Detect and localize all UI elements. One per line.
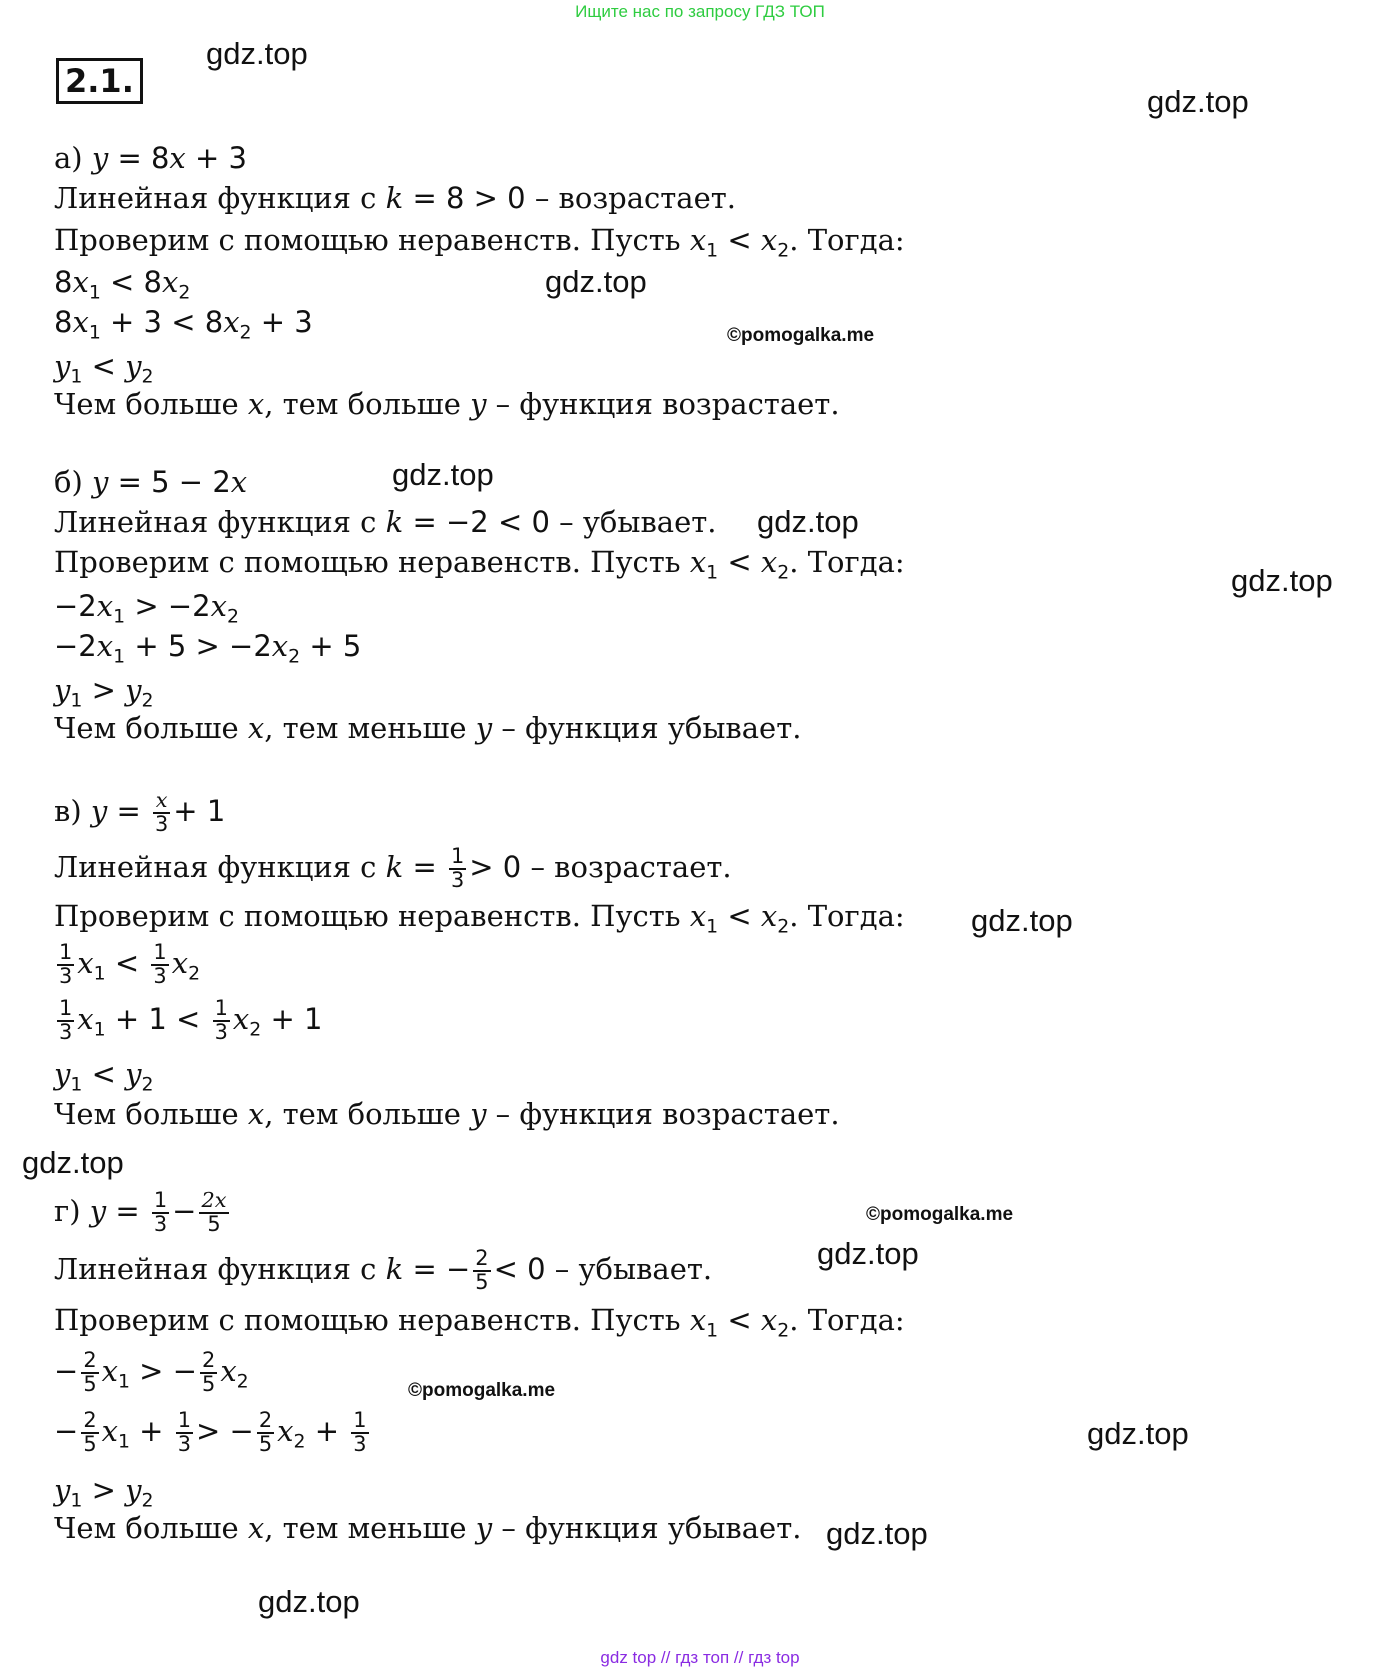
bottom-banner[interactable]: gdz top // гдз топ // гдз top [600,1648,800,1667]
part-g-heading: г) y = $\frac{1}{3}$ − $\frac{2x}{5}$ [54,1188,227,1236]
part-label: б) [54,465,83,499]
watermark-gdz: gdz.top [545,264,647,299]
part-v-check: Проверим с помощью неравенств. Пусть $x_1 < x_2$. Тогда: [54,899,905,938]
part-v-conclusion: Чем больше x, тем больше y – функция возрастает. [54,1097,840,1131]
watermark-gdz: gdz.top [1087,1416,1189,1451]
part-v-step2: $\frac{1}{3}$ $x_1 + 1$ < $\frac{1}{3}$ $x_2 + 1$ [59,996,323,1044]
part-g-check: Проверим с помощью неравенств. Пусть $x_1 < x_2$. Тогда: [54,1303,905,1342]
part-a-conclusion: Чем больше x, тем больше y – функция возрастает. [54,387,840,421]
watermark-gdz: gdz.top [22,1145,124,1180]
watermark-gdz: gdz.top [206,36,308,71]
watermark-pomogalka: ©pomogalka.me [408,1380,556,1401]
part-v-heading: в) y = $\frac{x}{3}$ + 1 [54,788,226,836]
part-label: а) [54,141,83,175]
watermark-gdz: gdz.top [392,457,494,492]
watermark-gdz: gdz.top [971,903,1073,938]
part-a-heading [54,138,247,178]
part-v-slope: Линейная функция с k = $\frac{1}{3}$ > 0 – возрастает. [54,844,732,892]
part-b-step3: $y_1 > y_2$ [54,673,154,712]
part-b-conclusion: Чем больше x, тем меньше y – функция убывает. [54,711,802,745]
part-g-step1: − $\frac{2}{5}$ $x_1$ > − $\frac{2}{5}$ $x_2$ [54,1348,249,1396]
watermark-pomogalka: ©pomogalka.me [866,1204,1014,1225]
part-label: г) [54,1193,81,1228]
part-v-step3: $y_1 < y_2$ [54,1057,154,1096]
watermark-pomogalka: ©pomogalka.me [727,325,875,346]
part-a-step3: $y_1 < y_2$ [54,349,154,388]
part-g-step3: $y_1 > y_2$ [54,1473,154,1512]
part-label: в) [54,793,82,828]
part-b-heading: б) y = 5 − 2x [54,465,248,499]
part-b-slope: Линейная функция с k = −2 < 0 – убывает. [54,505,717,539]
watermark-gdz: gdz.top [817,1236,919,1271]
part-b-step2: $-2x_1 + 5 > -2x_2 + 5$ [54,629,362,668]
watermark-gdz: gdz.top [258,1584,360,1619]
part-equation: y = 8x + 3 [91,141,247,175]
watermark-gdz: gdz.top [757,504,859,539]
watermark-gdz: gdz.top [1231,563,1333,598]
part-g-slope: Линейная функция с k = − $\frac{2}{5}$ < 0 – убывает. [54,1246,713,1294]
problem-number: 2.1. [56,58,143,104]
part-g-step2: − $\frac{2}{5}$ $x_1$ + $\frac{1}{3}$ > − $\frac{2}{5}$ $x_2$ + $\frac{1}{3}$ [54,1408,367,1456]
part-a-slope: Линейная функция с k = 8 > 0 – возрастает. [54,181,737,215]
part-a-step1: $8x_1 < 8x_2$ [54,265,191,304]
part-a-step2: $8x_1 + 3 < 8x_2 + 3$ [54,305,313,344]
part-b-step1: $-2x_1 > -2x_2$ [54,589,239,628]
part-g-conclusion: Чем больше x, тем меньше y – функция убывает. [54,1511,802,1545]
part-v-step1: $\frac{1}{3}$ $x_1$ < $\frac{1}{3}$ $x_2$ [59,940,201,988]
top-banner[interactable]: Ищите нас по запросу ГДЗ ТОП [575,2,825,21]
watermark-gdz: gdz.top [826,1516,928,1551]
watermark-gdz: gdz.top [1147,84,1249,119]
part-b-check: Проверим с помощью неравенств. Пусть $x_1 < x_2$. Тогда: [54,545,905,584]
part-a-check: Проверим с помощью неравенств. Пусть $x_1 < x_2$. Тогда: [54,223,905,262]
